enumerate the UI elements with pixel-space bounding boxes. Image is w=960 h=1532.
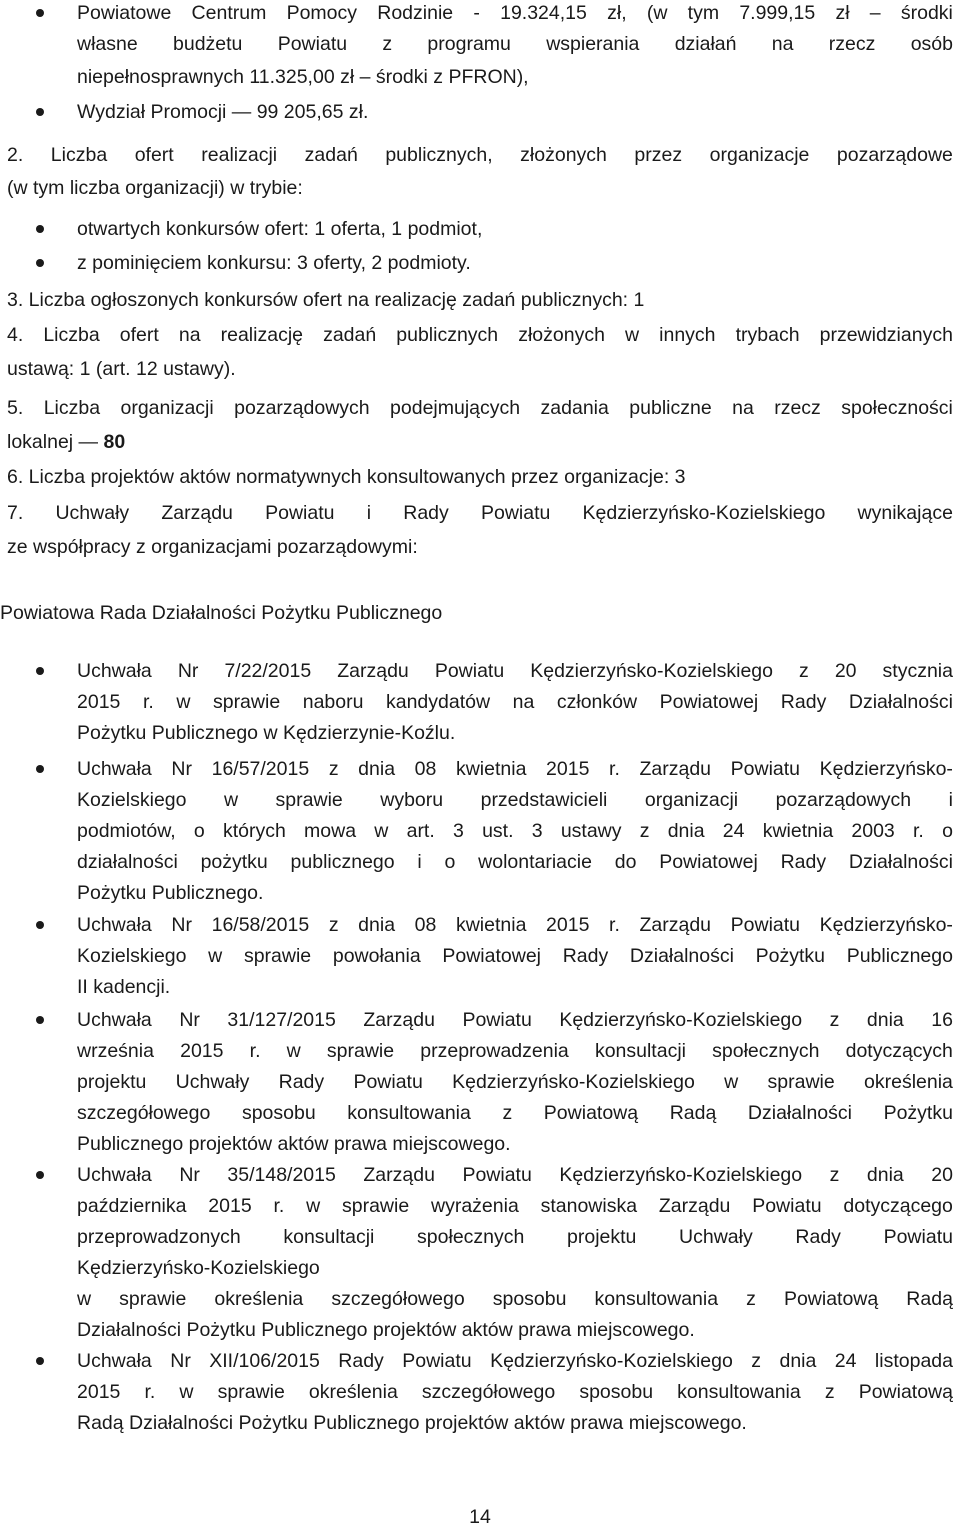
word: Powiatu (730, 758, 801, 780)
word: Pożytku (883, 1102, 953, 1124)
word: Zarządu (639, 914, 712, 936)
word: ofert (134, 144, 174, 166)
word: w (176, 691, 191, 713)
word: przeprowadzonych (77, 1226, 241, 1248)
word: 31/127/2015 (227, 1009, 336, 1031)
word: Liczba (43, 397, 101, 419)
word: szczegółowego (421, 1381, 556, 1403)
bullet-icon (36, 921, 44, 929)
word: i (948, 789, 953, 811)
word: sprawie (275, 789, 343, 811)
word: określenia (308, 1381, 398, 1403)
word: Nr (170, 1350, 191, 1372)
word: Powiatowej (442, 945, 541, 967)
word: szczegółowego (331, 1288, 465, 1310)
word: na (512, 691, 535, 713)
word: społecznych (712, 1040, 820, 1062)
word: wynikające (857, 502, 953, 524)
numbered-item (7, 140, 953, 170)
word: Rodzinie (377, 2, 454, 24)
word: sposobu (241, 1102, 316, 1124)
resolution-line: Radą Działalności Pożytku Publicznego projektów aktów prawa miejscowego. (77, 1412, 747, 1434)
word: Pomocy (286, 2, 358, 24)
text-line (77, 29, 953, 59)
word: Kędzierzyńsko- (819, 758, 953, 780)
word: 4. (7, 324, 24, 346)
word: Uchwała (77, 758, 152, 780)
word: organizacje (709, 144, 810, 166)
word: Działalności (629, 945, 734, 967)
word: z (799, 660, 809, 682)
word: własne (77, 33, 138, 55)
text-line (77, 0, 953, 28)
word: z (751, 1350, 762, 1372)
word: 7. (7, 502, 24, 524)
word: Powiatowej (659, 851, 758, 873)
word: dnia (779, 1350, 817, 1372)
word: Powiatu (883, 1226, 953, 1248)
word: konsultowania (677, 1381, 801, 1403)
word: Rady (278, 1071, 325, 1093)
word: Zarządu (363, 1009, 435, 1031)
word: 24 (834, 1350, 857, 1372)
word: w (286, 1040, 301, 1062)
word: dnia (358, 914, 396, 936)
word: art. (406, 820, 435, 842)
resolution-line (77, 847, 953, 877)
word: Powiatowe (77, 2, 172, 24)
word: 3 (531, 820, 543, 842)
word: Kędzierzyńsko-Kozielskiego (559, 1009, 803, 1031)
word: przewidzianych (819, 324, 953, 346)
numbered-item (7, 320, 953, 350)
word: r. (609, 914, 620, 936)
resolution-line (77, 1098, 953, 1128)
word: publiczne (629, 397, 712, 419)
word: innych (659, 324, 716, 346)
word: Rady (403, 502, 449, 524)
resolution-line (77, 1160, 953, 1190)
bullet-icon (36, 108, 44, 116)
text-line: Wydział Promocji — 99 205,65 zł. (77, 101, 369, 123)
word: Nr (179, 1164, 200, 1186)
word: przedstawicieli (480, 789, 608, 811)
word: Powiatu (730, 914, 801, 936)
word: tym (687, 2, 720, 24)
resolution-line (77, 910, 953, 940)
resolution-line (77, 1284, 953, 1314)
resolution-line (77, 1067, 953, 1097)
word: Działalności (848, 851, 953, 873)
word: sprawie (217, 1381, 285, 1403)
word: XII/106/2015 (209, 1350, 320, 1372)
word: złożonych (520, 144, 607, 166)
word: Działalności (747, 1102, 852, 1124)
word: Powiatu (402, 1350, 472, 1372)
word: Rady (562, 945, 609, 967)
word: z (328, 914, 339, 936)
word: Uchwała (77, 1350, 152, 1372)
word: dotyczących (845, 1040, 953, 1062)
word: Powiatowej (659, 691, 759, 713)
word: w (208, 945, 223, 967)
word: w (306, 1195, 321, 1217)
word: publicznych, (385, 144, 493, 166)
word: z (328, 758, 339, 780)
word: Rady (780, 851, 827, 873)
word: listopada (874, 1350, 953, 1372)
word: Uchwała (77, 1009, 152, 1031)
word: przez (634, 144, 683, 166)
word: 08 (414, 758, 437, 780)
word: 35/148/2015 (227, 1164, 336, 1186)
word: 20 (931, 1164, 953, 1186)
word: Kędzierzyńsko-Kozielskiego (490, 1350, 733, 1372)
word: r. (273, 1195, 285, 1217)
word: zadań (323, 324, 377, 346)
word: powołania (332, 945, 421, 967)
word: pozarządowe (836, 144, 953, 166)
word: sposobu (492, 1288, 567, 1310)
word: o (444, 851, 456, 873)
word: Zarządu (337, 660, 409, 682)
word: i (366, 502, 372, 524)
word: 24 (722, 820, 745, 842)
word: kandydatów (385, 691, 491, 713)
word: i (417, 851, 422, 873)
word: Kozielskiego (77, 945, 187, 967)
word: (w (646, 2, 668, 24)
word: organizacji (644, 789, 739, 811)
word: o (942, 820, 953, 842)
word: r. (609, 758, 620, 780)
word: 16/57/2015 (211, 758, 310, 780)
word: Liczba (50, 144, 108, 166)
word: z (502, 1102, 513, 1124)
word: na (732, 397, 754, 419)
word: 7.999,15 (739, 2, 816, 24)
word: przeprowadzenia (420, 1040, 569, 1062)
word: zł (835, 2, 850, 24)
word: wspierania (546, 33, 640, 55)
word: 2015 (180, 1040, 224, 1062)
resolution-line (77, 656, 953, 686)
word: Kędzierzyńsko-Kozielskiego (559, 1164, 803, 1186)
word: z (829, 1164, 840, 1186)
word: Nr (177, 660, 199, 682)
word: kwietnia (455, 758, 527, 780)
word: pozarządowych (775, 789, 912, 811)
word: Kędzierzyńsko-Kozielskiego (582, 502, 826, 524)
word: 2015 (546, 758, 590, 780)
word: realizację (220, 324, 303, 346)
word: Liczba (43, 324, 100, 346)
word: 5. (7, 397, 24, 419)
word: sprawie (243, 945, 312, 967)
word: podejmujących (390, 397, 521, 419)
word: konsultowania (347, 1102, 471, 1124)
word: z (746, 1288, 756, 1310)
text-line: ustawą: 1 (art. 12 ustawy). (7, 358, 236, 380)
word: Zarządu (161, 502, 233, 524)
numbered-item: 3. Liczba ogłoszonych konkursów ofert na realizację zadań publicznych: 1 (7, 289, 645, 311)
word: w (724, 1071, 739, 1093)
word: w (179, 1381, 194, 1403)
word: zadań (304, 144, 358, 166)
word: Centrum (191, 2, 267, 24)
word: 08 (414, 914, 437, 936)
word: na (771, 33, 794, 55)
text-line: z pominięciem konkursu: 3 oferty, 2 podmioty. (77, 252, 471, 274)
word: 2015 (77, 691, 121, 713)
word: Kędzierzyńsko-Kozielskiego (530, 660, 773, 682)
word: dnia (866, 1009, 904, 1031)
resolution-line (77, 1191, 953, 1221)
word: 2003 (851, 820, 895, 842)
word: sprawie (212, 691, 281, 713)
resolution-line: Pożytku Publicznego. (77, 882, 264, 904)
word: wyrażenia (431, 1195, 519, 1217)
word: środki (900, 2, 953, 24)
word: wyboru (380, 789, 444, 811)
word: projektu (77, 1071, 147, 1093)
bullet-icon (36, 1171, 44, 1179)
word: stanowiska (540, 1195, 638, 1217)
word: projektu (567, 1226, 637, 1248)
word: Uchwała (77, 1164, 152, 1186)
word: 2015 (77, 1381, 121, 1403)
word: publicznego (290, 851, 395, 873)
word: z (824, 1381, 835, 1403)
page-number: 14 (469, 1506, 491, 1528)
word: r. (913, 820, 924, 842)
resolution-line (77, 1346, 953, 1376)
word: Powiatu (434, 660, 505, 682)
word: realizacji (201, 144, 278, 166)
word: Nr (179, 1009, 200, 1031)
word: ust. (482, 820, 514, 842)
word: w (77, 1288, 92, 1310)
organization-count: 80 (103, 431, 126, 453)
word: Powiatu (462, 1164, 532, 1186)
word: dnia (667, 820, 705, 842)
word: rzecz (774, 397, 821, 419)
word: w (374, 820, 389, 842)
word: pozarządowych (234, 397, 370, 419)
word: Powiatu (353, 1071, 423, 1093)
word: Radą (906, 1288, 953, 1310)
word: 3 (453, 820, 464, 842)
word: naboru (302, 691, 364, 713)
word: działań (674, 33, 737, 55)
word: Zarządu (658, 1195, 731, 1217)
word: Powiatową (783, 1288, 879, 1310)
word: w (625, 324, 640, 346)
word: Kędzierzyńsko- (819, 914, 953, 936)
word: do (614, 851, 637, 873)
word: organizacji (120, 397, 214, 419)
word: Zarządu (639, 758, 712, 780)
resolution-line (77, 687, 953, 717)
word: sprawie (342, 1195, 410, 1217)
resolution-line: Działalności Pożytku Publicznego projektów aktów prawa miejscowego. (77, 1319, 695, 1341)
word: - (473, 2, 480, 24)
word: Nr (171, 758, 192, 780)
word: Rady (338, 1350, 384, 1372)
bullet-icon (36, 667, 44, 675)
word: konsultowania (594, 1288, 719, 1310)
word: trybach (735, 324, 800, 346)
resolution-line (77, 1222, 953, 1252)
resolution-line: Pożytku Publicznego w Kędzierzynie-Koźlu. (77, 722, 456, 744)
resolution-line (77, 754, 953, 784)
resolution-line (77, 816, 953, 846)
numbered-item (7, 393, 953, 423)
word: 2015 (208, 1195, 252, 1217)
word: sprawie (767, 1071, 835, 1093)
word: Publicznego (846, 945, 953, 967)
word: sprawie (119, 1288, 187, 1310)
word: społecznych (417, 1226, 525, 1248)
word: w (223, 789, 239, 811)
word: o (193, 820, 205, 842)
word: Uchwała (77, 914, 152, 936)
resolution-line (77, 785, 953, 815)
text-span: lokalnej — (7, 431, 99, 453)
word: których (222, 820, 286, 842)
word: Powiatu (265, 502, 335, 524)
word: kwietnia (762, 820, 834, 842)
word: dnia (358, 758, 396, 780)
word: kwietnia (455, 914, 527, 936)
word: zł, (607, 2, 627, 24)
word: wolontariacie (478, 851, 592, 873)
numbered-item: 6. Liczba projektów aktów normatywnych konsultowanych przez organizacje: 3 (7, 466, 686, 488)
word: Powiatu (462, 1009, 532, 1031)
bullet-icon (36, 225, 44, 233)
word: z (829, 1009, 840, 1031)
numbered-item (7, 498, 953, 528)
word: podmiotów, (77, 820, 176, 842)
word: określenia (214, 1288, 304, 1310)
word: z (639, 820, 650, 842)
word: dnia (866, 1164, 904, 1186)
text-line (7, 427, 125, 457)
word: określenia (864, 1071, 953, 1093)
word: budżetu (173, 33, 243, 55)
word: 20 (834, 660, 857, 682)
resolution-line (77, 1377, 953, 1407)
resolution-line: II kadencji. (77, 976, 171, 998)
word: Powiatową (543, 1102, 639, 1124)
word: konsultacji (594, 1040, 686, 1062)
word: Nr (171, 914, 192, 936)
word: października (77, 1195, 187, 1217)
word: złożonych (518, 324, 605, 346)
word: 19.324,15 (500, 2, 587, 24)
word: r. (144, 1381, 156, 1403)
word: r. (249, 1040, 261, 1062)
word: Rady (780, 691, 827, 713)
resolution-line (77, 1005, 953, 1035)
word: działalności (77, 851, 178, 873)
word: r. (142, 691, 154, 713)
bullet-icon (36, 1357, 44, 1365)
word: 2. (7, 144, 24, 166)
word: stycznia (882, 660, 953, 682)
word: Uchwały (175, 1071, 250, 1093)
word: ofert (119, 324, 159, 346)
text-line: (w tym liczba organizacji) w trybie: (7, 177, 303, 199)
word: Pożytku (755, 945, 826, 967)
word: – (869, 2, 881, 24)
word: Kozielskiego (77, 789, 187, 811)
bullet-icon (36, 9, 44, 17)
word: rzecz (828, 33, 876, 55)
word: osób (910, 33, 953, 55)
word: 16/58/2015 (211, 914, 310, 936)
word: dotyczącego (843, 1195, 953, 1217)
resolution-line: Kędzierzyńsko-Kozielskiego (77, 1257, 320, 1279)
resolution-line: Publicznego projektów aktów prawa miejscowego. (77, 1133, 511, 1155)
word: Uchwały (679, 1226, 753, 1248)
text-line: ze współpracy z organizacjami pozarządowymi: (7, 536, 418, 558)
word: Powiatu (752, 1195, 822, 1217)
word: ustawy (560, 820, 622, 842)
section-heading: Powiatowa Rada Działalności Pożytku Publicznego (0, 602, 443, 624)
text-line: niepełnosprawnych 11.325,00 zł – środki z PFRON), (77, 66, 529, 88)
word: programu (427, 33, 511, 55)
word: 16 (931, 1009, 953, 1031)
word: 2015 (546, 914, 590, 936)
resolution-line (77, 941, 953, 971)
word: 7/22/2015 (224, 660, 312, 682)
word: Powiatu (480, 502, 551, 524)
word: Uchwała (77, 660, 152, 682)
word: sposobu (579, 1381, 654, 1403)
word: mowa (304, 820, 357, 842)
word: z (382, 33, 393, 55)
word: Uchwały (55, 502, 130, 524)
word: na (178, 324, 201, 346)
word: Radą (669, 1102, 717, 1124)
word: Zarządu (363, 1164, 435, 1186)
word: szczegółowego (77, 1102, 211, 1124)
resolution-line (77, 1036, 953, 1066)
word: społeczności (841, 397, 953, 419)
text-line: otwartych konkursów ofert: 1 oferta, 1 podmiot, (77, 218, 483, 240)
word: Działalności (848, 691, 953, 713)
word: września (77, 1040, 154, 1062)
word: członków (556, 691, 638, 713)
bullet-icon (36, 765, 44, 773)
word: zadania (540, 397, 609, 419)
word: Rady (795, 1226, 841, 1248)
word: Powiatową (858, 1381, 953, 1403)
word: publicznych (396, 324, 499, 346)
word: Powiatu (277, 33, 348, 55)
bullet-icon (36, 1016, 44, 1024)
bullet-icon (36, 259, 44, 267)
word: pożytku (200, 851, 268, 873)
word: konsultacji (283, 1226, 375, 1248)
word: Kędzierzyńsko-Kozielskiego (452, 1071, 695, 1093)
word: sprawie (326, 1040, 395, 1062)
